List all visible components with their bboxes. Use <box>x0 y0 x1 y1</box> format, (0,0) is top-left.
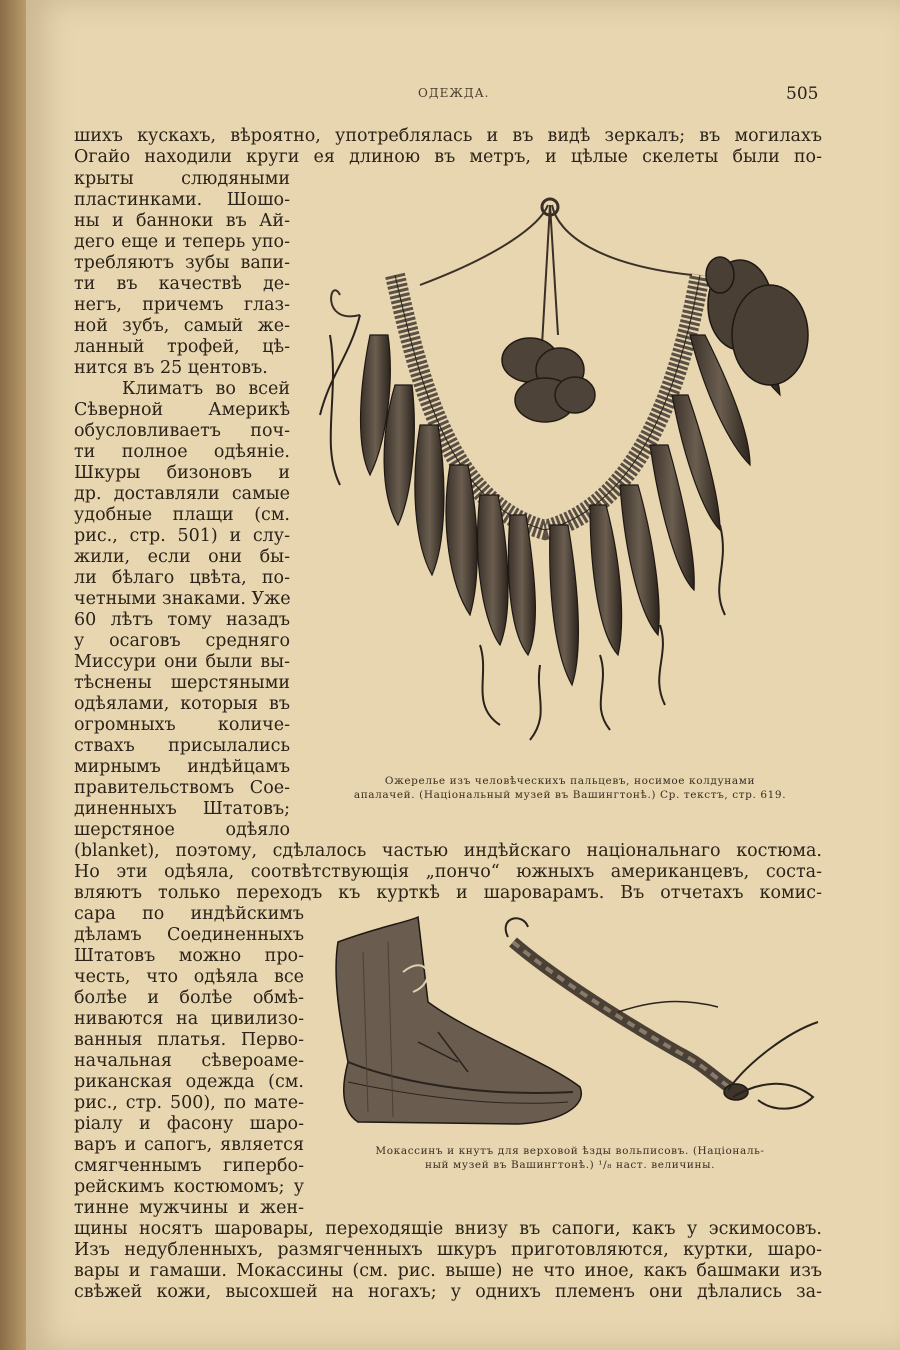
text-line: тинне мужчины и жен- <box>74 1198 304 1218</box>
text-line: ти полное одѣяніе. <box>74 442 290 462</box>
text-line: болѣе и болѣе обмѣ- <box>74 988 304 1008</box>
text-line: начальная сѣвероаме- <box>74 1051 304 1071</box>
text-line: ствахъ присылались <box>74 736 290 756</box>
text-line: негъ, причемъ глаз- <box>74 295 290 315</box>
text-line: Огайо находили круги ея длиною въ метръ, и цѣлые скелеты были по- <box>74 147 822 167</box>
text-line: вары и гамаши. Мокассины (см. рис. выше) не что иное, какъ башмаки изъ <box>74 1261 822 1281</box>
page-header <box>0 86 900 110</box>
text-line: ли бѣлаго цвѣта, по- <box>74 568 290 588</box>
text-line: четными знаками. Уже <box>74 589 291 609</box>
text-line: огромныхъ количе- <box>74 715 290 735</box>
caption-line: апалачей. (Національный музей въ Вашингтонѣ.) Ср. текстъ, стр. 619. <box>353 789 787 801</box>
text-line: Но эти одѣяла, соотвѣтствующія „пончо“ южныхъ американцевъ, соста- <box>74 862 822 882</box>
text-line: крыты слюдяными <box>74 169 290 189</box>
text-line: Изъ недубленныхъ, размягченныхъ шкуръ приготовляются, куртки, шаро- <box>74 1240 822 1260</box>
moccasin-whip-illustration <box>318 912 828 1140</box>
text-line: Сѣверной Америкѣ <box>74 400 290 420</box>
text-line: у осаговъ средняго <box>74 631 290 651</box>
text-line: ны и банноки въ Ай- <box>74 211 290 231</box>
text-line: Миссури они были вы- <box>74 652 290 672</box>
text-line: риканская одежда (см. <box>74 1072 304 1092</box>
hanging-pouches <box>502 338 595 422</box>
text-line: требляютъ зубы вапи- <box>74 253 290 273</box>
text-line: обусловливаетъ поч- <box>74 421 290 441</box>
text-line: 60 лѣтъ тому назадъ <box>74 610 290 630</box>
page-number: 505 <box>786 84 819 104</box>
text-line: пластинками. Шошо- <box>74 190 290 210</box>
text-line: рис., стр. 500), по мате- <box>74 1093 304 1113</box>
text-line: смягченнымъ гипербо- <box>74 1156 304 1176</box>
necklace-illustration <box>300 185 830 750</box>
running-title: ОДЕЖДА. <box>418 86 490 100</box>
right-pouch-cluster <box>706 257 808 385</box>
text-line: дего еще и теперь упо- <box>74 232 290 252</box>
text-line: свѣжей кожи, высохшей на ногахъ; у однихъ племенъ они дѣлались за- <box>74 1282 822 1302</box>
text-line: ти въ качествѣ де- <box>74 274 290 294</box>
text-line: ванныя платья. Перво- <box>74 1030 304 1050</box>
figure2-caption <box>300 1144 840 1172</box>
text-line: шихъ кускахъ, вѣроятно, употреблялась и въ видѣ зеркалъ; въ могилахъ <box>74 126 822 146</box>
text-line: ріалу и фасону шаро- <box>74 1114 304 1134</box>
text-line: дѣламъ Соединенныхъ <box>74 925 304 945</box>
text-line: диненныхъ Штатовъ; <box>74 799 290 819</box>
text-line: вляютъ только переходъ къ курткѣ и шароварамъ. Въ отчетахъ комис- <box>74 883 822 903</box>
text-line: рейскимъ костюмомъ; у <box>74 1177 304 1197</box>
text-line: сара по индѣйскимъ <box>74 904 304 924</box>
text-line: ной зубъ, самый же- <box>74 316 290 336</box>
text-line: ланный трофей, цѣ- <box>74 337 290 357</box>
text-line: рис., стр. 501) и слу- <box>74 526 290 546</box>
text-line: жили, если они бы- <box>74 547 290 567</box>
text-line: Климатъ во всей <box>122 379 290 399</box>
caption-line: Мокассинъ и кнутъ для верховой ѣзды вольписовъ. (Національ- <box>375 1145 765 1157</box>
text-line: (blanket), поэтому, сдѣлалось частью индѣйскаго національнаго костюма. <box>74 841 822 861</box>
text-line: мирнымъ индѣйцамъ <box>74 757 290 777</box>
text-line: Штатовъ можно про- <box>74 946 304 966</box>
text-line: нится въ 25 центовъ. <box>74 358 268 378</box>
caption-line: ный музей въ Вашингтонѣ.) ¹/₈ наст. величины. <box>424 1159 716 1171</box>
book-spine <box>0 0 26 1350</box>
text-line: Шкуры бизоновъ и <box>74 463 290 483</box>
text-line: варъ и сапогъ, является <box>74 1135 304 1155</box>
text-line: тѣснены шерстяными <box>74 673 290 693</box>
text-line: щины носятъ шаровары, переходящіе внизу въ сапоги, какъ у эскимосовъ. <box>74 1219 822 1239</box>
caption-line: Ожерелье изъ человѣческихъ пальцевъ, носимое колдунами <box>384 775 756 787</box>
text-line: ниваются на цивилизо- <box>74 1009 304 1029</box>
text-line: др. доставляли самые <box>74 484 290 504</box>
moccasin <box>336 917 581 1124</box>
text-line: одѣялами, которыя въ <box>74 694 290 714</box>
text-line: удобные плащи (см. <box>74 505 290 525</box>
text-line: шерстяное одѣяло <box>74 820 290 840</box>
figure1-caption <box>300 774 840 802</box>
text-line: честь, что одѣяла все <box>74 967 304 987</box>
text-line: правительствомъ Сое- <box>74 778 290 798</box>
